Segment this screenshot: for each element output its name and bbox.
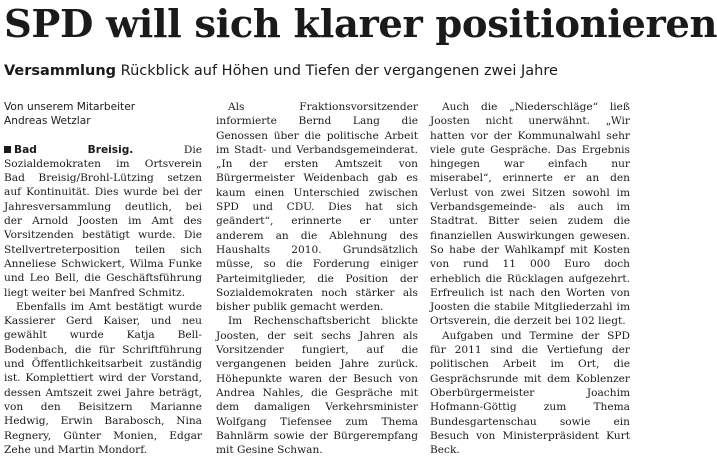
- article-column-3: [430, 100, 630, 457]
- lead-paragraph: [4, 143, 202, 300]
- byline-author: Andreas Wetzlar: [4, 115, 91, 128]
- subheadline-kicker: Versammlung: [4, 63, 117, 79]
- subheadline: [4, 61, 558, 81]
- subheadline-text: Rückblick auf Höhen und Tiefen der vergangenen zwei Jahre: [120, 63, 558, 79]
- byline-line-1: Von unserem Mitarbeiter: [4, 101, 136, 113]
- body-paragraph: Im Rechenschaftsbericht blickte Joosten, der seit sechs Jahren als Vorsitzender fungiert, auf die vergangenen beiden Jahre zurück. Höhepunkte waren der Besuch von Andrea Nahles, die Gespräche mit dem damaligen Verkehrsminister Wolfgang Tiefensee zum Thema Bahnlärm sowie der Bürgerempfang mit Gesine Schwan.: [216, 315, 418, 457]
- dateline-place: Bad Breisig.: [14, 143, 134, 156]
- paragraph-marker-icon: [4, 146, 11, 153]
- body-paragraph: Als Fraktionsvorsitzender informierte Bernd Lang die Genossen über die politische Arbeit im Stadt- und Verbandsgemeinderat. „In der ersten Amtszeit von Bürgermeister Weidenbach gab es kaum einen Unterschied zwischen SPD und CDU. Dies hat sich geändert“, erinnerte er unter anderem an die Ablehnung des Haushalts 2010. Grundsätzlich müsse, so die Forderung einiger Parteimitglieder, die Position der Sozialdemokraten noch stärker als bisher publik gemacht werden.: [216, 101, 418, 314]
- article-column-1: [4, 100, 202, 457]
- body-paragraph: Auch die „Niederschläge“ ließ Joosten nicht unerwähnt. „Wir hatten vor der Kommunalwahl sehr viele gute Gespräche. Das Ergebnis hingegen war einfach nur miserabel“, erinnerte er an den Verlust von zwei Sitzen sowohl im Verbandsgemeinde- als auch im Stadtrat. Bitter seien zudem die finanziellen Auswirkungen gewesen. So habe der Wahlkampf mit Kosten von rund 11 000 Euro doch erheblich die Rücklagen aufgezehrt. Erfreulich ist nach den Worten von Joosten die stabile Mitgliederzahl im Ortsverein, die derzeit bei 102 liegt.: [430, 101, 630, 328]
- lead-text: Die Sozialdemokraten im Ortsverein Bad Breisig/Brohl-Lützing setzen auf Kontinuität. Dies wurde bei der Jahresversammlung deutlich, bei der Arnold Joosten im Amt des Vorsitzenden bestätigt wurde. Die Stellvertreterposition teilen sich Anneliese Schwickert, Wilma Funke und Leo Bell, die Geschäftsführung liegt weiter bei Manfred Schmitz.: [4, 143, 202, 299]
- body-paragraph: Aufgaben und Termine der SPD für 2011 sind die Vertiefung der politischen Arbeit im Ort, die Gesprächsrunde mit dem Koblenzer Oberbürgermeister Joachim Hofmann-Göttig zum Thema Bundesgartenschau sowie ein Besuch von Ministerpräsident Kurt Beck.: [430, 329, 630, 457]
- article-column-2: [216, 100, 418, 457]
- byline: [4, 100, 202, 129]
- headline: SPD will sich klarer positionieren: [4, 2, 717, 47]
- body-paragraph: Ebenfalls im Amt bestätigt wurde Kassierer Gerd Kaiser, und neu gewählt wurde Katja Bell-Bodenbach, die für Schriftführung und Öffentlichkeitsarbeit zuständig ist. Komplettiert wird der Vorstand, dessen Amtszeit zwei Jahre beträgt, von den Beisitzern Marianne Hedwig, Erwin Barabosch, Nina Regnery, Günter Monien, Edgar Zehe und Martin Mondorf.: [4, 300, 202, 456]
